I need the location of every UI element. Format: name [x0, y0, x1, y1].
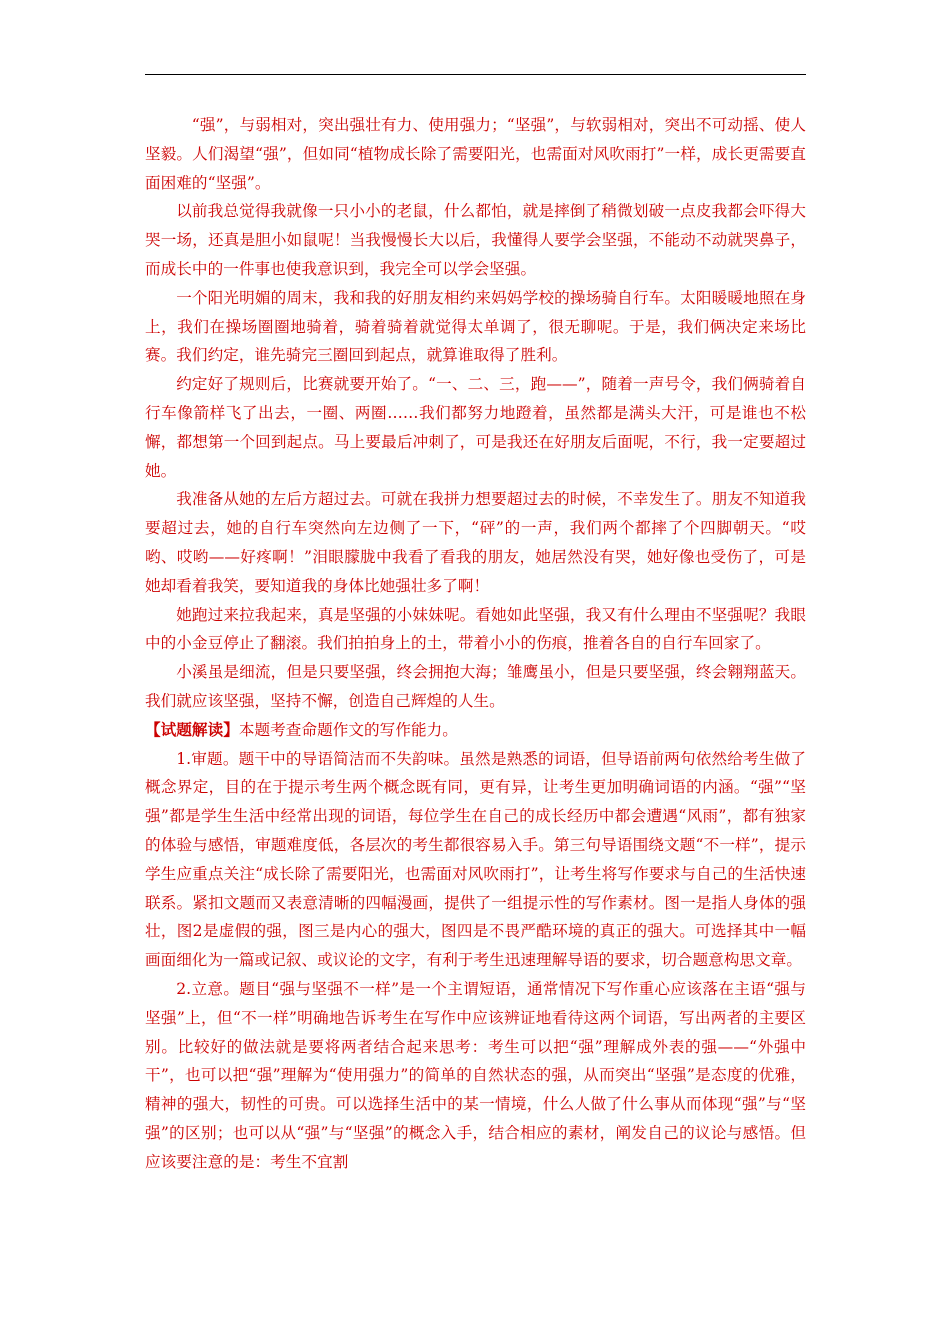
analysis-intro: 本题考查命题作文的写作能力。 [238, 720, 458, 739]
analysis-point: 1.审题。题干中的导语简洁而不失韵味。虽然是熟悉的词语，但导语前两句依然给考生做了概念界定，目的在于提示考生两个概念既有同，更有异，让考生更加明确词语的内涵。“强”“坚强”都是学生生活中经常出现的词语，每位学生在自己的成长经历中都会遭遇“风雨”，都有独家的体验与感悟，审题难度低，各层次的考生都很容易入手。第三句导语围绕文题“不一样”，提示学生应重点关注“成长除了需要阳光，也需面对风吹雨打”，让考生将写作要求与自己的生活快速联系。紧扣文题而又表意清晰的四幅漫画，提供了一组提示性的写作素材。图一是指人身体的强壮，图2是虚假的强，图三是内心的强大，图四是不畏严酷环境的真正的强大。可选择其中一幅画面细化为一篇或记叙、或议论的文字，有利于考生迅速理解导语的要求，切合题意构思文章。 [145, 749, 806, 970]
document-body [145, 111, 806, 1176]
essay-paragraph: 小溪虽是细流，但是只要坚强，终会拥抱大海；雏鹰虽小，但是只要坚强，终会翱翔蓝天。我们就应该坚强，坚持不懈，创造自己辉煌的人生。 [145, 663, 806, 710]
analysis-point: 2.立意。题目“强与坚强不一样”是一个主谓短语，通常情况下写作重心应该落在主语“强与坚强”上，但“不一样”明确地告诉考生在写作中应该辨证地看待这两个词语，写出两者的主要区别。比较好的做法就是要将两者结合起来思考：考生可以把“强”理解成外表的强——“外强中干”，也可以把“强”理解为“使用强力”的简单的自然状态的强，从而突出“坚强”是态度的优雅，精神的强大，韧性的可贵。可以选择生活中的某一情境，什么人做了什么事从而体现“强”与“坚强”的区别；也可以从“强”与“坚强”的概念入手，结合相应的素材，阐发自己的议论与感悟。但应该要注意的是：考生不宜割 [145, 979, 806, 1171]
header-rule [145, 74, 806, 75]
essay-paragraph: 我准备从她的左后方超过去。可就在我拼力想要超过去的时候，不幸发生了。朋友不知道我要超过去，她的自行车突然向左边侧了一下，“砰”的一声，我们两个都摔了个四脚朝天。“哎哟、哎哟——好疼啊！”泪眼朦胧中我看了看我的朋友，她居然没有哭，她好像也受伤了，可是她却看着我笑，要知道我的身体比她强壮多了啊！ [145, 490, 806, 595]
essay-paragraph: “强”，与弱相对，突出强壮有力、使用强力；“坚强”，与软弱相对，突出不可动摇、使人坚毅。人们渴望“强”，但如同“植物成长除了需要阳光，也需面对风吹雨打”一样，成长更需要直面困难的“坚强”。 [145, 116, 806, 192]
analysis-heading [145, 716, 806, 745]
essay-paragraph: 约定好了规则后，比赛就要开始了。“一、二、三，跑——”，随着一声号令，我们俩骑着自行车像箭样飞了出去，一圈、两圈……我们都努力地蹬着，虽然都是满头大汗，可是谁也不松懈，都想第一个回到起点。马上要最后冲刺了，可是我还在好朋友后面呢，不行，我一定要超过她。 [145, 375, 806, 480]
analysis-label: 【试题解读】 [145, 719, 239, 739]
essay-paragraph: 以前我总觉得我就像一只小小的老鼠，什么都怕，就是摔倒了稍微划破一点皮我都会吓得大哭一场，还真是胆小如鼠呢！当我慢慢长大以后，我懂得人要学会坚强，不能动不动就哭鼻子，而成长中的一件事也使我意识到，我完全可以学会坚强。 [145, 202, 806, 278]
essay-paragraph: 一个阳光明媚的周末，我和我的好朋友相约来妈妈学校的操场骑自行车。太阳暖暖地照在身上，我们在操场圈圈地骑着，骑着骑着就觉得太单调了，很无聊呢。于是，我们俩决定来场比赛。我们约定，谁先骑完三圈回到起点，就算谁取得了胜利。 [145, 288, 806, 365]
essay-paragraph: 她跑过来拉我起来，真是坚强的小妹妹呢。看她如此坚强，我又有什么理由不坚强呢？我眼中的小金豆停止了翻滚。我们拍拍身上的土，带着小小的伤痕，推着各自的自行车回家了。 [145, 605, 806, 653]
